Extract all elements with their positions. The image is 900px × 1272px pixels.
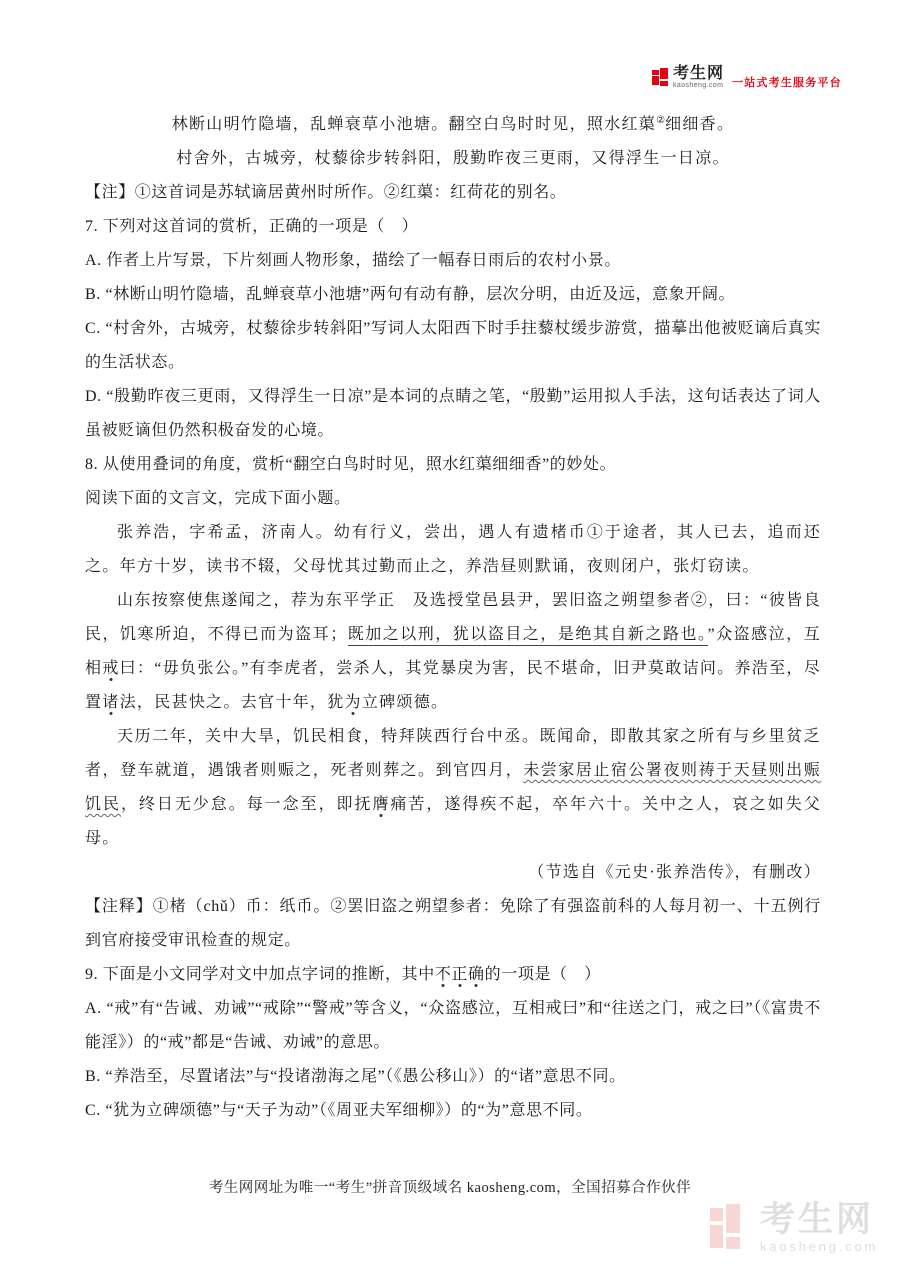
passage-paragraph-3: 天历二年，关中大旱，饥民相食，特拜陕西行台中丞。既闻命，即散其家之所有与乡里贫乏者，登车就道，遇饿者则赈之，死者则葬之。到官四月，未尝家居止宿公署夜则祷于天昼则出赈饥民，终日无少怠。每一念至，即抚膺痛苦，遂得疾不起，卒年六十。关中之人，哀之如失父母。 — [85, 728, 821, 847]
reading-prompt: 阅读下面的文言文，完成下面小题。 — [85, 490, 351, 507]
kaosheng-watermark — [710, 1202, 878, 1254]
watermark-domain: kaosheng.com — [760, 1239, 879, 1254]
logo-name: 考生网 — [673, 65, 725, 82]
passage-source: （节选自《元史·张养浩传》，有删改） — [528, 864, 821, 881]
passage-paragraph-2: 山东按察使焦遂闻之，荐为东平学正 及选授堂邑县尹，罢旧盗之朔望参者②，曰：“彼皆良民，饥寒所迫，不得已而为盗耳；既加之以刑，犹以盗目之，是绝其自新之路也。”众盗感泣，互相戒曰：“毋负张公。”有李虎者，尝杀人，其党暴戾为害，民不堪命，旧尹莫敢诘问。养浩至，尽置诸法，民甚快之。去官十年，犹为立碑颂德。 — [85, 592, 821, 711]
question-9-option-b: B. “养浩至，尽置诸法”与“投诸渤海之尾”（《愚公移山》）的“诸”意思不同。 — [85, 1068, 626, 1085]
kaosheng-header-logo — [652, 66, 842, 90]
logo-domain: kaosheng.com — [673, 82, 724, 89]
question-9-option-c: C. “犹为立碑颂德”与“天子为动”（《周亚夫军细柳》）的“为”意思不同。 — [85, 1102, 593, 1119]
watermark-name: 考生网 — [760, 1200, 875, 1239]
footer-text: 考生网网址为唯一“考生”拼音顶级域名 kaosheng.com，全国招募合作伙伴 — [208, 1180, 692, 1196]
kaosheng-logo-icon — [652, 68, 669, 87]
passage-notes: 【注释】①楮（chǔ）币：纸币。②罢旧盗之朔望参者：免除了有强盗前科的人每月初一、十五例行到官府接受审讯检查的规定。 — [85, 898, 821, 949]
logo-tagline: 一站式考生服务平台 — [732, 77, 842, 89]
logo-text-block — [673, 66, 724, 89]
question-8-stem: 8. 从使用叠词的角度，赏析“翻空白鸟时时见，照水红蕖细细香”的妙处。 — [85, 456, 617, 473]
question-9-option-a: A. “戒”有“告诫、劝诫”“戒除”“警戒”等含义，“众盗感泣，互相戒曰”和“往送之门，戒之曰”（《富贵不能淫》）的“戒”都是“告诫、劝诫”的意思。 — [85, 1000, 821, 1051]
kaosheng-watermark-icon — [710, 1204, 743, 1252]
passage-paragraph-1: 张养浩，字希孟，济南人。幼有行义，尝出，遇人有遗楮币①于途者，其人已去，追而还之。年方十岁，读书不辍，父母忧其过勤而止之，养浩昼则默诵，夜则闭户，张灯窃读。 — [85, 524, 821, 575]
question-7-option-d: D. “殷勤昨夜三更雨，又得浮生一日凉”是本词的点睛之笔，“殷勤”运用拟人手法，这句话表达了词人虽被贬谪但仍然积极奋发的心境。 — [85, 388, 821, 439]
question-9-stem: 9. 下面是小文同学对文中加点字词的推断，其中不正确的一项是（ ） — [85, 966, 601, 983]
question-7-option-a: A. 作者上片写景，下片刻画人物形象，描绘了一幅春日雨后的农村小景。 — [85, 252, 621, 269]
watermark-text-block — [760, 1202, 878, 1254]
poem-line-1: 林断山明竹隐墙，乱蝉衰草小池塘。翻空白鸟时时见，照水红蕖②细细香。 — [171, 115, 735, 133]
document-body — [85, 104, 821, 1128]
question-7-option-b: B. “林断山明竹隐墙，乱蝉衰草小池塘”两句有动有静，层次分明，由近及远，意象开阔。 — [85, 286, 736, 303]
poem-line-2: 村舍外，古城旁，杖藜徐步转斜阳，殷勤昨夜三更雨，又得浮生一日凉。 — [176, 150, 730, 167]
question-7-option-c: C. “村舍外，古城旁，杖藜徐步转斜阳”写词人太阳西下时手拄藜杖缓步游赏，描摹出他被贬谪后真实的生活状态。 — [85, 320, 821, 371]
question-7-stem: 7. 下列对这首词的赏析，正确的一项是（ ） — [85, 218, 419, 235]
poem-note: 【注】①这首词是苏轼谪居黄州时所作。②红蕖：红荷花的别名。 — [85, 184, 567, 201]
